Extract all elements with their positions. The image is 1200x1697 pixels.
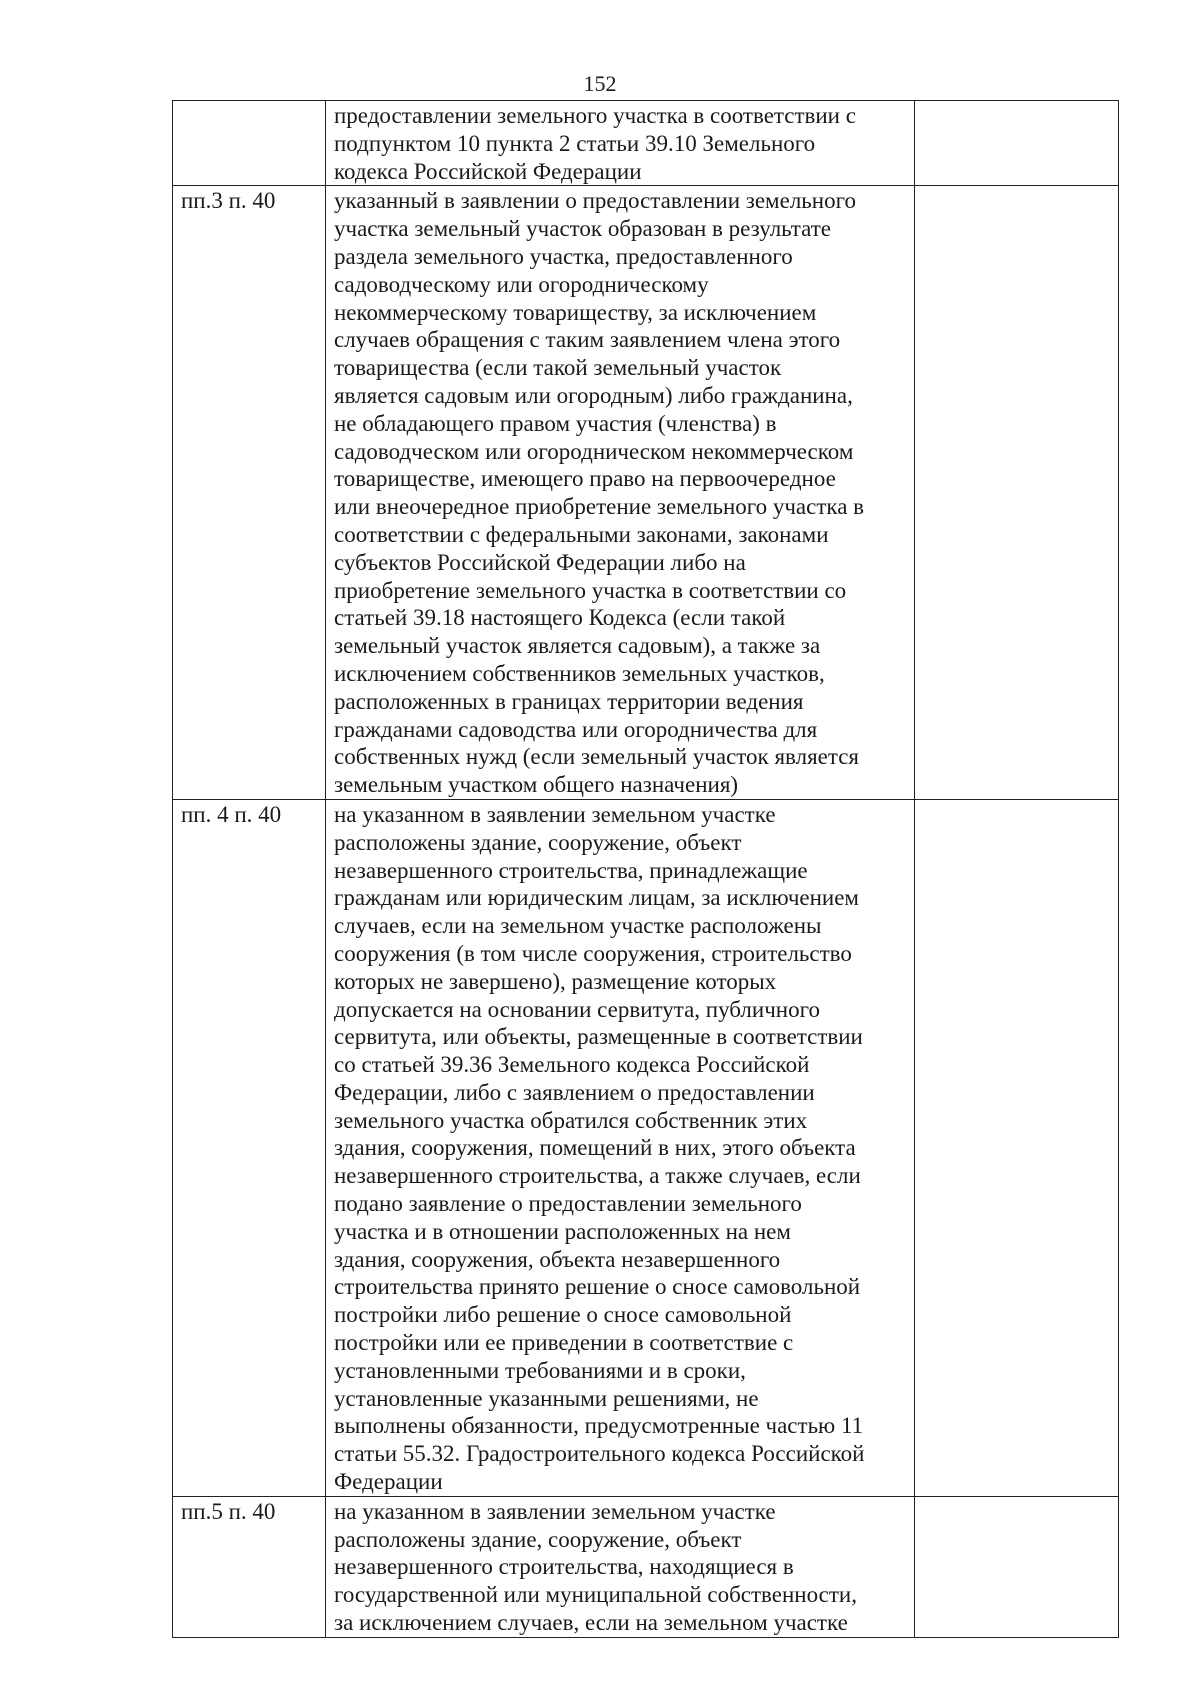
text-line: незавершенного строительства, находящиеся в [334, 1554, 794, 1580]
text-line: расположены здание, сооружение, объект [334, 829, 742, 855]
text-line: является садовым или огородным) либо гражданина, [334, 382, 853, 408]
text-line: кодекса Российской Федерации [334, 158, 642, 184]
row-note-cell [915, 186, 1119, 800]
table-row [173, 799, 1119, 1496]
page-number: 152 [583, 71, 617, 96]
row-text-cell [326, 799, 915, 1496]
table-row [173, 101, 1119, 186]
text-line: садоводческому или огородническому [334, 271, 709, 297]
text-line: которых не завершено), размещение которых [334, 968, 777, 994]
text-line: товарищества (если такой земельный участок [334, 355, 782, 381]
text-line: допускается на основании сервитута, публичного [334, 996, 820, 1022]
text-line: установленными требованиями и в сроки, [334, 1357, 746, 1383]
row-reference-cell: пп.3 п. 40 [173, 186, 326, 800]
text-line: подпунктом 10 пункта 2 статьи 39.10 Земельного [334, 130, 816, 156]
text-line: субъектов Российской Федерации либо на [334, 549, 746, 575]
text-line: гражданам или юридическим лицам, за исключением [334, 885, 859, 911]
text-line: государственной или муниципальной собственности, [334, 1582, 857, 1608]
text-line: случаев обращения с таким заявлением члена этого [334, 327, 841, 353]
text-line: на указанном в заявлении земельном участке [334, 801, 776, 827]
text-line: товариществе, имеющего право на первоочередное [334, 466, 836, 492]
text-line: некоммерческому товариществу, за исключением [334, 299, 817, 325]
text-line: участка земельный участок образован в результате [334, 216, 831, 242]
row-reference-cell: пп.5 п. 40 [173, 1496, 326, 1637]
text-line: здания, сооружения, помещений в них, этого объекта [334, 1135, 856, 1161]
text-line: сервитута, или объекты, размещенные в соответствии [334, 1024, 863, 1050]
text-line: указанный в заявлении о предоставлении земельного [334, 188, 856, 214]
text-line: исключением собственников земельных участков, [334, 660, 825, 686]
row-note-cell [915, 1496, 1119, 1637]
text-line: постройки либо решение о сносе самовольной [334, 1302, 792, 1328]
text-line: земельного участка обратился собственник этих [334, 1107, 808, 1133]
document-table [172, 100, 1119, 1638]
text-line: соответствии с федеральными законами, законами [334, 521, 829, 547]
text-line: Федерации, либо с заявлением о предоставлении [334, 1079, 815, 1105]
text-line: собственных нужд (если земельный участок является [334, 744, 859, 770]
row-reference-cell [173, 101, 326, 186]
text-line: раздела земельного участка, предоставленного [334, 243, 793, 269]
row-note-cell [915, 101, 1119, 186]
text-line: садоводческом или огородническом некоммерческом [334, 438, 854, 464]
text-line: расположены здание, сооружение, объект [334, 1526, 742, 1552]
table-row [173, 186, 1119, 800]
text-line: выполнены обязанности, предусмотренные частью 11 [334, 1413, 864, 1439]
text-line: незавершенного строительства, принадлежащие [334, 857, 808, 883]
row-note-cell [915, 799, 1119, 1496]
row-text-cell [326, 1496, 915, 1637]
row-text-cell [326, 186, 915, 800]
table-row [173, 1496, 1119, 1637]
text-line: на указанном в заявлении земельном участке [334, 1498, 776, 1524]
text-line: или внеочередное приобретение земельного участка в [334, 494, 865, 520]
row-text-cell [326, 101, 915, 186]
text-line: незавершенного строительства, а также случаев, если [334, 1163, 861, 1189]
text-line: участка и в отношении расположенных на нем [334, 1218, 791, 1244]
text-line: установленные указанными решениями, не [334, 1385, 759, 1411]
row-reference-cell: пп. 4 п. 40 [173, 799, 326, 1496]
text-line: сооружения (в том числе сооружения, строительство [334, 940, 852, 966]
text-line: статьи 55.32. Градостроительного кодекса Российской [334, 1441, 865, 1467]
text-line: случаев, если на земельном участке расположены [334, 913, 822, 939]
text-line: земельным участком общего назначения) [334, 772, 739, 798]
text-line: со статьей 39.36 Земельного кодекса Российской [334, 1052, 810, 1078]
text-line: гражданами садоводства или огородничества для [334, 716, 818, 742]
text-line: приобретение земельного участка в соответствии со [334, 577, 847, 603]
text-line: Федерации [334, 1469, 443, 1495]
text-line: предоставлении земельного участка в соответствии с [334, 103, 856, 128]
text-line: строительства принято решение о сносе самовольной [334, 1274, 861, 1300]
text-line: расположенных в границах территории ведения [334, 688, 804, 714]
text-line: постройки или ее приведении в соответствие с [334, 1330, 794, 1356]
text-line: за исключением случаев, если на земельном участке [334, 1610, 848, 1636]
table-body [173, 101, 1119, 1638]
text-line: не обладающего правом участия (членства) в [334, 410, 777, 436]
text-line: статьей 39.18 настоящего Кодекса (если такой [334, 605, 786, 631]
text-line: подано заявление о предоставлении земельного [334, 1191, 802, 1217]
text-line: здания, сооружения, объекта незавершенного [334, 1246, 781, 1272]
text-line: земельный участок является садовым), а также за [334, 633, 821, 659]
